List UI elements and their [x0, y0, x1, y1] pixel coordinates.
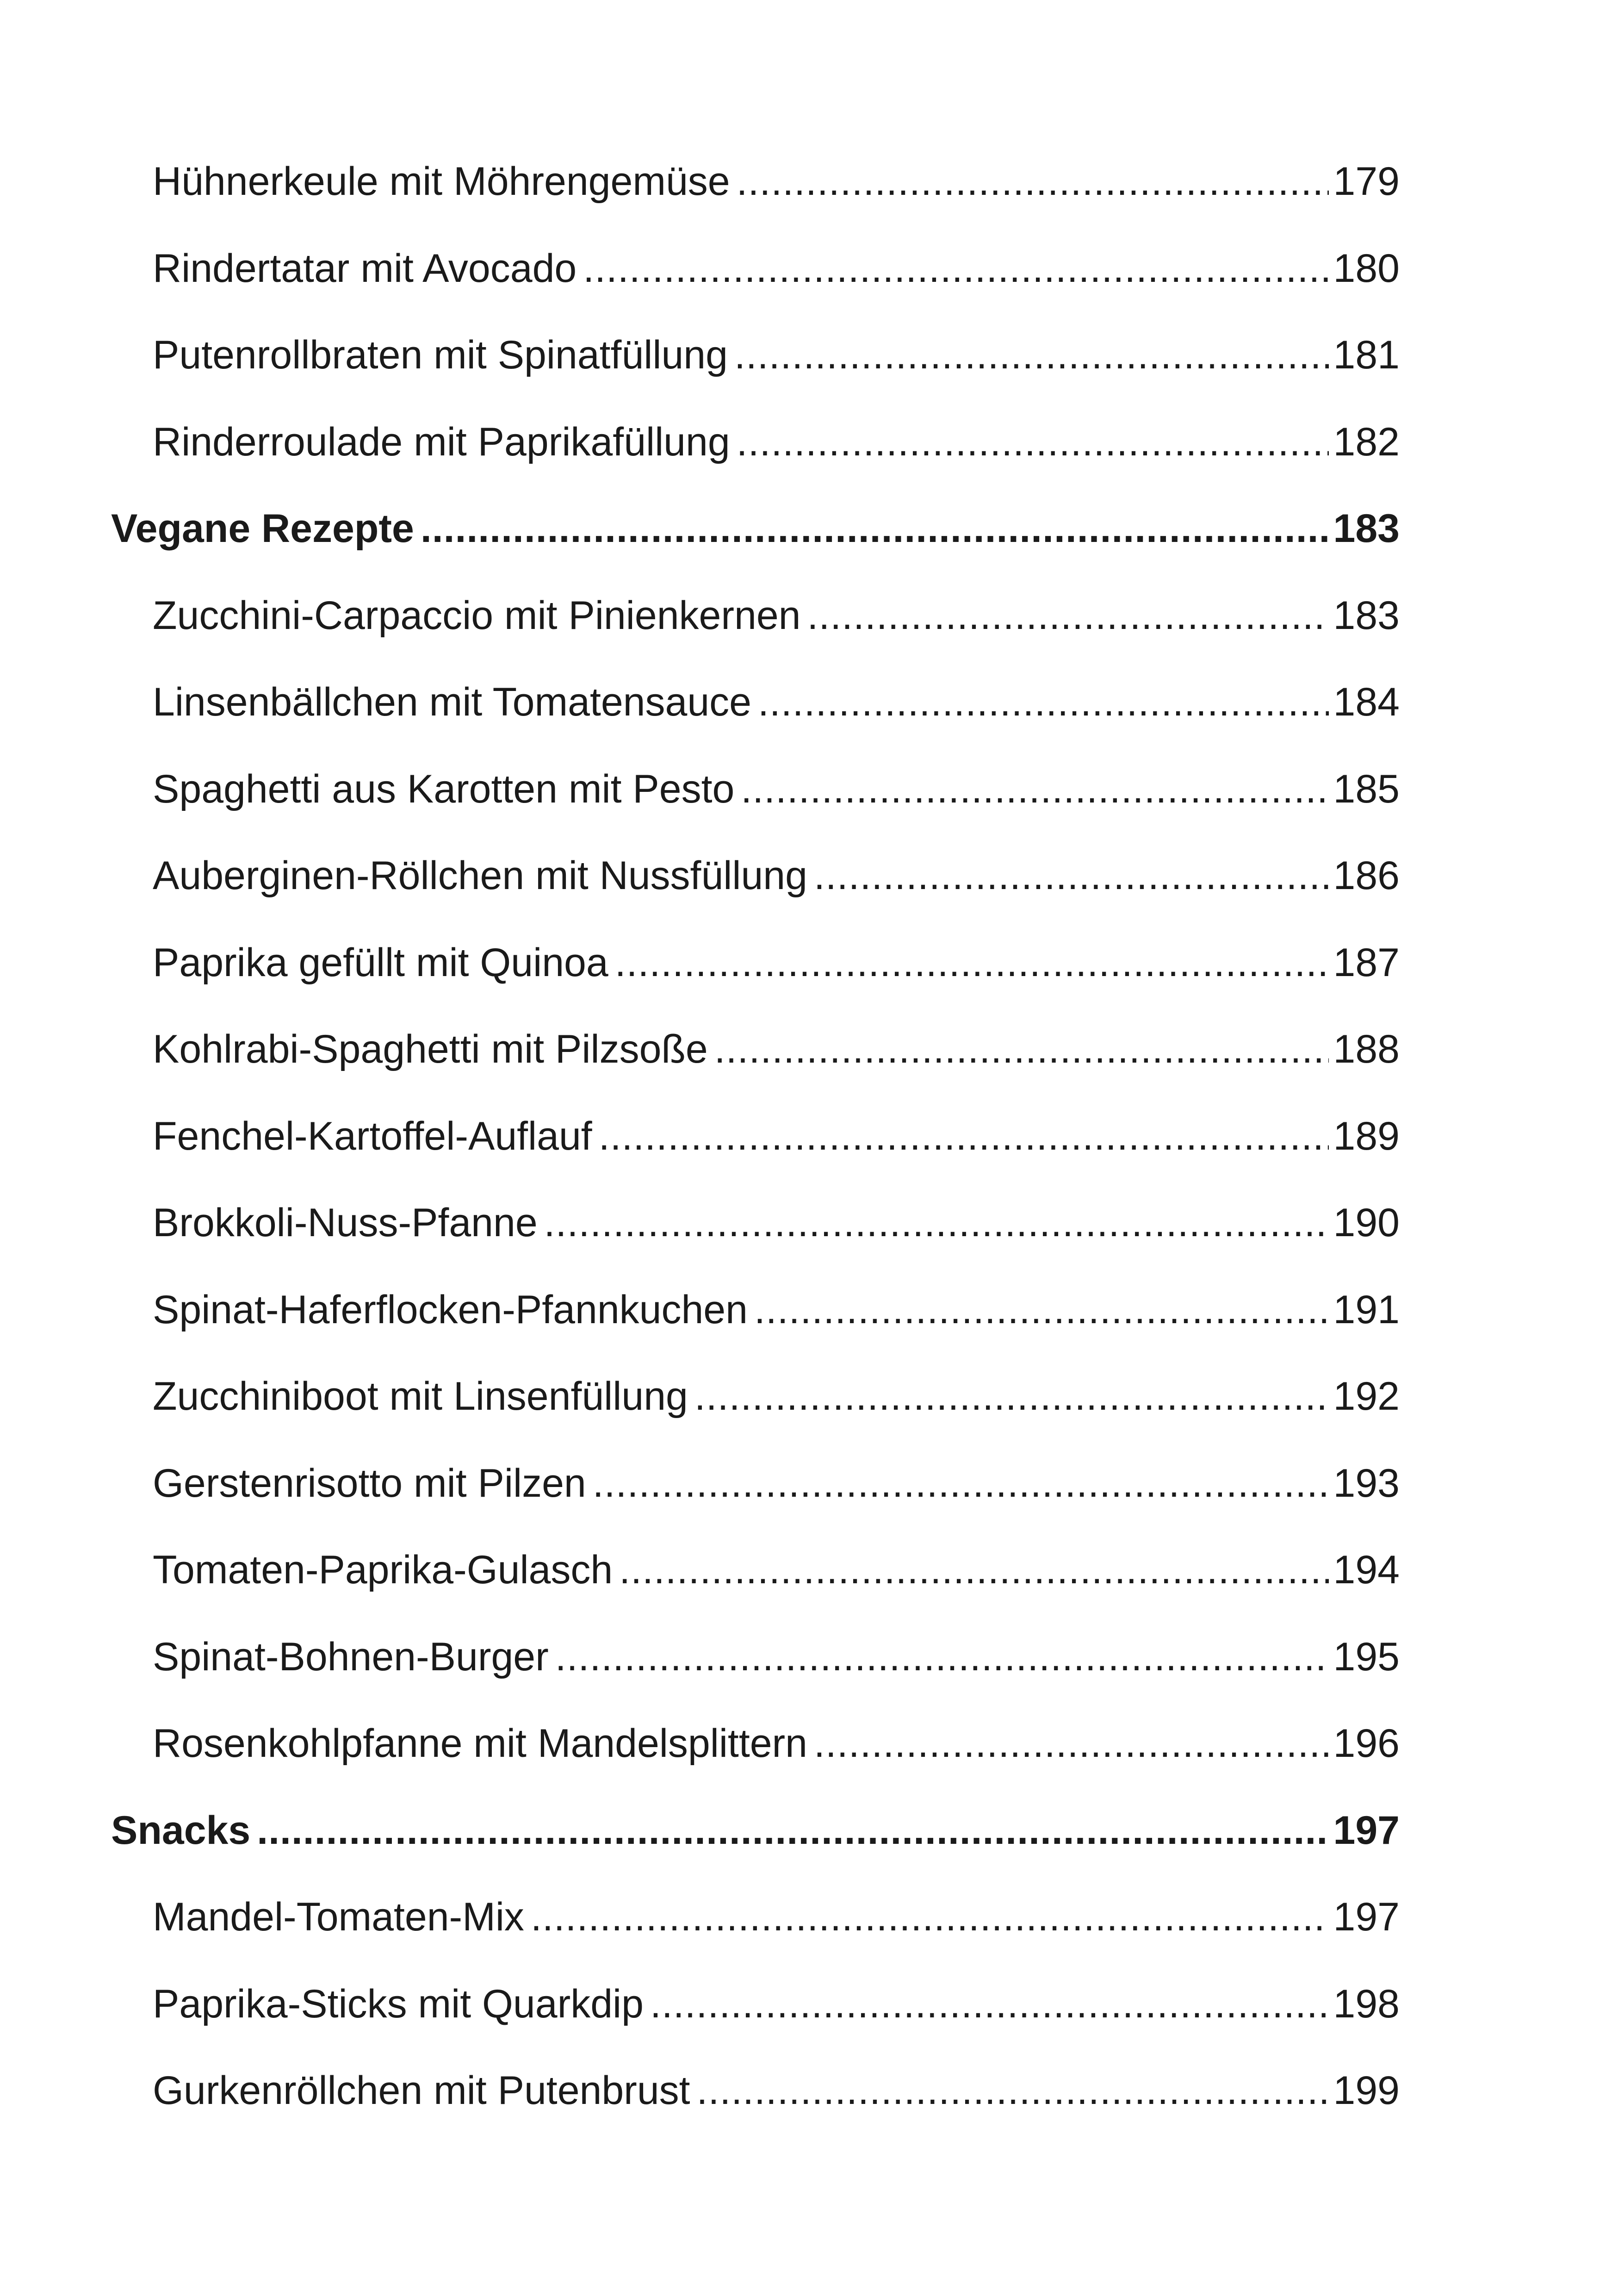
dot-leader [421, 496, 1329, 561]
toc-entry-title: Kohlrabi-Spaghetti mit Pilzsoße [153, 1027, 708, 1071]
toc-page-number: 188 [1333, 1027, 1400, 1071]
dot-leader [650, 1972, 1329, 2036]
toc-entry[interactable] [153, 149, 1400, 214]
toc-entry-title: Spinat-Haferflocken-Pfannkuchen [153, 1288, 748, 1332]
toc-entry[interactable] [153, 1277, 1400, 1342]
toc-entry[interactable] [153, 1017, 1400, 1082]
toc-page-number: 189 [1333, 1114, 1400, 1158]
toc-entry[interactable] [153, 1624, 1400, 1689]
toc-page-number: 191 [1333, 1288, 1400, 1332]
toc-page-number: 197 [1333, 1895, 1400, 1939]
toc-entry-title: Gurkenröllchen mit Putenbrust [153, 2068, 690, 2113]
toc-page-number: 195 [1333, 1635, 1400, 1679]
toc-entry[interactable] [153, 1104, 1400, 1169]
toc-page-number: 180 [1333, 246, 1400, 291]
toc-page-number: 179 [1333, 159, 1400, 204]
dot-leader [737, 149, 1329, 214]
toc-entry[interactable] [153, 1190, 1400, 1255]
toc-entry-title: Hühnerkeule mit Möhrengemüse [153, 159, 730, 204]
dot-leader [814, 843, 1329, 908]
toc-page-number: 192 [1333, 1374, 1400, 1419]
toc-page-number: 198 [1333, 1982, 1400, 2026]
toc-entry-title: Rindertatar mit Avocado [153, 246, 577, 291]
dot-leader [555, 1624, 1329, 1689]
toc-page-number: 196 [1333, 1721, 1400, 1766]
toc-page-number: 187 [1333, 940, 1400, 985]
toc-entry-title: Rosenkohlpfanne mit Mandelsplittern [153, 1721, 808, 1766]
toc-entry[interactable] [153, 2058, 1400, 2123]
dot-leader [814, 1711, 1328, 1776]
toc-entry[interactable] [153, 757, 1400, 821]
dot-leader [583, 236, 1328, 301]
dot-leader [758, 670, 1329, 734]
toc-entry[interactable] [153, 236, 1400, 301]
toc-entry[interactable] [153, 1451, 1400, 1516]
dot-leader [599, 1104, 1329, 1169]
dot-leader [714, 1017, 1329, 1082]
toc-entry-title: Fenchel-Kartoffel-Auflauf [153, 1114, 592, 1158]
toc-entry[interactable] [153, 1885, 1400, 1949]
toc-page-number: 194 [1333, 1548, 1400, 1592]
toc-entry[interactable] [153, 843, 1400, 908]
toc-page-number: 197 [1333, 1808, 1400, 1853]
toc-entry-title: Mandel-Tomaten-Mix [153, 1895, 524, 1939]
toc-entry-title: Spaghetti aus Karotten mit Pesto [153, 767, 735, 811]
dot-leader [257, 1798, 1328, 1863]
dot-leader [737, 410, 1329, 474]
toc-entry-title: Rinderroulade mit Paprikafüllung [153, 420, 730, 464]
toc-entry-title: Zucchini-Carpaccio mit Pinienkernen [153, 593, 801, 638]
toc-page-number: 185 [1333, 767, 1400, 811]
toc-entry-title: Brokkoli-Nuss-Pfanne [153, 1201, 538, 1245]
toc-page-number: 183 [1333, 593, 1400, 638]
dot-leader [754, 1277, 1329, 1342]
toc-entry[interactable] [153, 1364, 1400, 1429]
dot-leader [697, 2058, 1329, 2123]
dot-leader [734, 323, 1329, 387]
toc-page-number: 181 [1333, 333, 1400, 377]
toc-entry-title: Spinat-Bohnen-Burger [153, 1635, 549, 1679]
toc-entry-title: Paprika gefüllt mit Quinoa [153, 940, 608, 985]
dot-leader [619, 1537, 1328, 1602]
dot-leader [741, 757, 1328, 821]
toc-entry-title: Gerstenrisotto mit Pilzen [153, 1461, 586, 1506]
dot-leader [544, 1190, 1329, 1255]
toc-page-number: 199 [1333, 2068, 1400, 2113]
toc-page-number: 190 [1333, 1201, 1400, 1245]
toc-entry-title: Vegane Rezepte [111, 506, 414, 551]
toc-page-number: 183 [1333, 506, 1400, 551]
toc-page-number: 193 [1333, 1461, 1400, 1506]
toc-entry[interactable] [153, 1972, 1400, 2036]
toc-entry-title: Auberginen-Röllchen mit Nussfüllung [153, 853, 807, 898]
toc-page-number: 186 [1333, 853, 1400, 898]
toc-section-heading[interactable] [111, 496, 1400, 561]
toc-entry[interactable] [153, 1537, 1400, 1602]
toc-entry-title: Linsenbällchen mit Tomatensauce [153, 680, 751, 724]
toc-section-heading[interactable] [111, 1798, 1400, 1863]
toc-entry[interactable] [153, 1711, 1400, 1776]
toc-entry[interactable] [153, 583, 1400, 648]
toc-entry-title: Putenrollbraten mit Spinatfüllung [153, 333, 728, 377]
toc-entry[interactable] [153, 670, 1400, 734]
toc-page-number: 184 [1333, 680, 1400, 724]
dot-leader [615, 930, 1329, 995]
toc-entry[interactable] [153, 410, 1400, 474]
toc-entry[interactable] [153, 930, 1400, 995]
dot-leader [807, 583, 1328, 648]
dot-leader [531, 1885, 1329, 1949]
toc-entry-title: Paprika-Sticks mit Quarkdip [153, 1982, 644, 2026]
toc-entry-title: Tomaten-Paprika-Gulasch [153, 1548, 613, 1592]
toc-entry[interactable] [153, 323, 1400, 387]
dot-leader [694, 1364, 1329, 1429]
dot-leader [593, 1451, 1329, 1516]
toc-entry-title: Snacks [111, 1808, 251, 1853]
toc-page-number: 182 [1333, 420, 1400, 464]
toc-entry-title: Zucchiniboot mit Linsenfüllung [153, 1374, 688, 1419]
